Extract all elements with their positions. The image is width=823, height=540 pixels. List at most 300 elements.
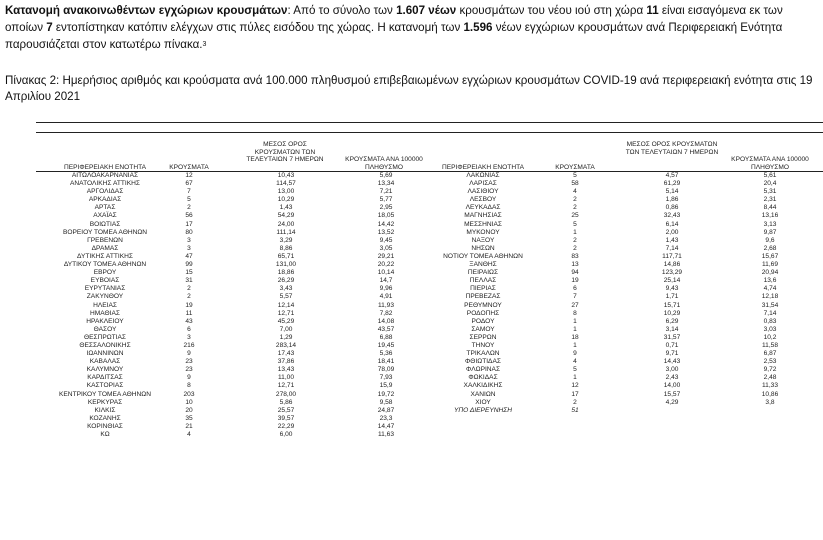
cell-per100k: 10,14 <box>377 269 395 277</box>
cell-unit: ΛΑΡΙΣΑΣ <box>469 180 497 188</box>
cell-cases: 8 <box>187 382 191 390</box>
cell-cases: 2 <box>573 398 577 406</box>
table-row <box>0 382 430 390</box>
cell-unit: ΗΡΑΚΛΕΙΟΥ <box>86 317 124 325</box>
intro-total: 1.607 νέων <box>396 4 457 17</box>
cell-cases: 17 <box>571 390 579 398</box>
cell-cases: 3 <box>187 333 191 341</box>
cell-avg: 12,71 <box>277 382 295 390</box>
cell-per100k: 7,82 <box>379 309 393 317</box>
table-row <box>0 399 430 407</box>
cell-cases: 12 <box>185 172 193 179</box>
cell-per100k: 14,42 <box>377 220 395 228</box>
cell-per100k: 11,93 <box>377 301 394 309</box>
table-row <box>0 188 430 196</box>
cell-avg: 18,86 <box>277 269 295 277</box>
cell-avg: 26,29 <box>277 277 295 285</box>
cell-unit: ΜΥΚΟΝΟΥ <box>466 228 500 236</box>
table-row <box>430 269 823 277</box>
cell-per100k: 2,68 <box>763 244 777 252</box>
cell-unit: ΕΥΡΥΤΑΝΙΑΣ <box>84 285 126 293</box>
cell-unit: ΚΙΛΚΙΣ <box>94 406 116 414</box>
cell-unit: ΣΑΜΟΥ <box>471 325 495 333</box>
cell-avg: 131,00 <box>275 261 297 269</box>
cell-avg: 3,29 <box>279 236 293 244</box>
cell-avg: 8,86 <box>279 244 293 252</box>
table-row <box>430 237 823 245</box>
table-row <box>0 326 430 334</box>
cell-cases: 1 <box>573 325 577 333</box>
cell-avg: 1,86 <box>665 196 679 204</box>
cell-unit: ΠΕΙΡΑΙΩΣ <box>467 269 499 277</box>
cell-unit: ΝΑΞΟΥ <box>471 236 495 244</box>
table-row <box>0 310 430 318</box>
cell-per100k: 3,13 <box>763 220 777 228</box>
cell-cases: 83 <box>571 252 579 260</box>
cell-cases: 7 <box>187 188 191 196</box>
table-row <box>0 293 430 301</box>
table-row <box>430 204 823 212</box>
table-row <box>0 423 430 431</box>
header-cases: ΚΡΟΥΣΜΑΤΑ <box>169 164 209 171</box>
cell-unit: ΒΟΡΕΙΟΥ ΤΟΜΕΑ ΑΘΗΝΩΝ <box>62 228 148 236</box>
cell-unit: ΛΕΣΒΟΥ <box>469 196 497 204</box>
intro-text: είναι εισαγόμενα εκ των οποίων <box>5 4 783 34</box>
cell-avg: 15,57 <box>663 390 681 398</box>
cell-cases: 203 <box>183 390 195 398</box>
cell-per100k: 6,87 <box>763 350 777 358</box>
cell-cases: 4 <box>187 431 191 438</box>
cell-cases: 1 <box>573 341 577 349</box>
cell-avg: 13,00 <box>277 188 295 196</box>
cell-per100k: 19,72 <box>377 390 395 398</box>
cell-unit: ΑΝΑΤΟΛΙΚΗΣ ΑΤΤΙΚΗΣ <box>70 180 140 188</box>
cell-unit: ΚΟΡΙΝΘΙΑΣ <box>87 422 123 430</box>
table-row <box>430 318 823 326</box>
table-row <box>0 391 430 399</box>
table-row <box>430 366 823 374</box>
table-row <box>0 302 430 310</box>
cell-avg: 14,86 <box>663 261 681 269</box>
table-row <box>430 326 823 334</box>
table-row <box>0 358 430 366</box>
table-row <box>430 407 823 415</box>
cell-unit: ΠΕΛΛΑΣ <box>469 277 497 285</box>
cell-avg: 2,43 <box>665 374 679 382</box>
cell-per100k: 78,09 <box>377 366 395 374</box>
cell-avg: 111,14 <box>276 228 296 236</box>
intro-text: εντοπίστηκαν κατόπιν ελέγχων στις πύλες εισόδου της χώρας. Η κατανομή των <box>52 21 464 34</box>
intro-imported: 11 <box>646 4 659 17</box>
cell-avg: 31,57 <box>663 333 681 341</box>
cell-avg: 10,43 <box>277 172 295 179</box>
cell-unit: ΚΕΡΚΥΡΑΣ <box>87 398 123 406</box>
cell-per100k: 7,93 <box>379 374 393 382</box>
cell-avg: 283,14 <box>275 341 297 349</box>
cell-avg: 39,57 <box>277 414 295 422</box>
cell-per100k: 0,83 <box>763 317 777 325</box>
header-per100k: ΚΡΟΥΣΜΑΤΑ ΑΝΑ 100000 ΠΛΗΘΥΣΜΟ <box>345 156 423 171</box>
cell-cases: 99 <box>185 261 193 269</box>
cell-per100k: 18,05 <box>377 212 395 220</box>
cell-per100k: 9,87 <box>763 228 777 236</box>
table-row <box>430 285 823 293</box>
cell-cases: 12 <box>571 382 579 390</box>
cell-cases: 19 <box>571 277 579 285</box>
cell-avg: 13,43 <box>277 366 295 374</box>
cell-cases: 9 <box>187 350 191 358</box>
cell-per100k: 3,03 <box>763 325 777 333</box>
cell-unit: ΛΑΚΩΝΙΑΣ <box>466 172 500 179</box>
cell-per100k: 5,69 <box>379 172 393 179</box>
cell-per100k: 11,58 <box>761 341 778 349</box>
cell-avg: 1,71 <box>665 293 679 301</box>
cell-cases: 5 <box>573 366 577 374</box>
table-row <box>0 374 430 382</box>
table-row <box>430 334 823 342</box>
table-row <box>0 221 430 229</box>
table-row <box>0 204 430 212</box>
cell-per100k: 24,87 <box>377 406 395 414</box>
cell-unit: ΥΠΟ ΔΙΕΡΕΥΝΗΣΗ <box>454 406 512 414</box>
cell-avg: 9,71 <box>665 350 679 358</box>
cell-per100k: 29,21 <box>377 252 395 260</box>
cell-per100k: 5,77 <box>379 196 393 204</box>
cell-unit: ΑΧΑΪΑΣ <box>93 212 117 220</box>
table-row <box>0 172 430 180</box>
cell-cases: 58 <box>571 180 579 188</box>
table-row <box>430 261 823 269</box>
cell-cases: 19 <box>185 301 193 309</box>
cell-per100k: 2,95 <box>379 204 393 212</box>
cell-unit: ΕΒΡΟΥ <box>93 269 117 277</box>
cell-avg: 10,29 <box>663 309 681 317</box>
cell-avg: 14,00 <box>663 382 681 390</box>
cell-avg: 14,43 <box>663 358 681 366</box>
cell-cases: 35 <box>185 414 193 422</box>
table-row <box>0 237 430 245</box>
table-row <box>430 358 823 366</box>
cell-avg: 25,14 <box>663 277 681 285</box>
cell-unit: ΘΕΣΣΑΛΟΝΙΚΗΣ <box>79 341 131 349</box>
cell-unit: ΕΥΒΟΙΑΣ <box>90 277 120 285</box>
cell-cases: 9 <box>187 374 191 382</box>
cell-per100k: 2,31 <box>763 196 777 204</box>
cell-avg: 1,29 <box>279 333 293 341</box>
cell-avg: 25,57 <box>277 406 295 414</box>
cell-unit: ΚΑΡΔΙΤΣΑΣ <box>87 374 123 382</box>
cell-avg: 9,43 <box>665 285 679 293</box>
cell-unit: ΑΙΤΩΛΟΑΚΑΡΝΑΝΙΑΣ <box>71 172 139 179</box>
table-row <box>430 391 823 399</box>
cell-unit: ΚΑΣΤΟΡΙΑΣ <box>86 382 124 390</box>
cell-unit: ΑΡΓΟΛΙΔΑΣ <box>86 188 124 196</box>
intro-text: νέων εγχώριων κρουσμάτων ανά Περιφερειακή Ενότητα παρουσιάζεται στον κατωτέρω πίνακα. <box>5 21 783 51</box>
cell-unit: ΠΡΕΒΕΖΑΣ <box>465 293 501 301</box>
cell-cases: 7 <box>573 293 577 301</box>
cell-per100k: 8,44 <box>763 204 777 212</box>
cell-cases: 27 <box>571 301 579 309</box>
cell-avg: 1,43 <box>279 204 293 212</box>
cell-cases: 6 <box>187 325 191 333</box>
cell-unit: ΘΕΣΠΡΩΤΙΑΣ <box>83 333 127 341</box>
table-row <box>430 245 823 253</box>
cell-unit: ΡΟΔΟΥ <box>471 317 495 325</box>
cell-cases: 20 <box>185 406 193 414</box>
cell-cases: 6 <box>573 285 577 293</box>
cell-cases: 17 <box>185 220 193 228</box>
cell-unit: ΔΡΑΜΑΣ <box>91 244 119 252</box>
cell-cases: 5 <box>187 196 191 204</box>
table-top-rule <box>36 122 823 123</box>
cell-per100k: 6,88 <box>379 333 393 341</box>
cell-unit: ΔΥΤΙΚΟΥ ΤΟΜΕΑ ΑΘΗΝΩΝ <box>63 261 147 269</box>
cell-per100k: 18,41 <box>377 358 395 366</box>
cell-avg: 10,29 <box>277 196 295 204</box>
cell-cases: 2 <box>187 285 191 293</box>
cell-cases: 8 <box>573 309 577 317</box>
cell-unit: ΡΕΘΥΜΝΟΥ <box>464 301 502 309</box>
cell-unit: ΖΑΚΥΝΘΟΥ <box>86 293 124 301</box>
cell-avg: 3,14 <box>665 325 679 333</box>
cell-per100k: 13,6 <box>763 277 777 285</box>
table-row <box>430 196 823 204</box>
table-row <box>0 212 430 220</box>
cell-unit: ΧΑΛΚΙΔΙΚΗΣ <box>463 382 503 390</box>
cell-cases: 3 <box>187 244 191 252</box>
cell-per100k: 43,57 <box>377 325 395 333</box>
cell-avg: 3,00 <box>665 366 679 374</box>
table-row <box>430 229 823 237</box>
cell-per100k: 23,3 <box>379 414 393 422</box>
cell-cases: 2 <box>187 204 191 212</box>
right-table-body <box>430 172 823 415</box>
cell-per100k: 19,45 <box>377 341 395 349</box>
header-avg-2: ΜΕΣΟΣ ΟΡΟΣ ΚΡΟΥΣΜΑΤΩΝ ΤΩΝ ΤΕΛΕΥΤΑΙΩΝ 7 ΗΜΕΡΩΝ <box>625 141 719 156</box>
cell-unit: ΚΕΝΤΡΙΚΟΥ ΤΟΜΕΑ ΑΘΗΝΩΝ <box>59 390 151 398</box>
table-row <box>430 212 823 220</box>
header-unit-2: ΠΕΡΙΦΕΡΕΙΑΚΗ ΕΝΟΤΗΤΑ <box>441 164 525 171</box>
cell-per100k: 13,34 <box>377 180 395 188</box>
cell-avg: 0,86 <box>665 204 679 212</box>
cell-per100k: 20,22 <box>377 261 395 269</box>
cell-unit: ΞΑΝΘΗΣ <box>469 261 497 269</box>
header-unit: ΠΕΡΙΦΕΡΕΙΑΚΗ ΕΝΟΤΗΤΑ <box>63 164 147 171</box>
header-per100k-2: ΚΡΟΥΣΜΑΤΑ ΑΝΑ 100000 ΠΛΗΘΥΣΜΟ <box>731 156 809 171</box>
cell-per100k: 7,14 <box>763 309 777 317</box>
table-row <box>0 245 430 253</box>
table-row <box>430 221 823 229</box>
table-row <box>430 382 823 390</box>
cell-per100k: 3,05 <box>379 244 393 252</box>
cell-cases: 1 <box>573 374 577 382</box>
cell-unit: ΔΥΤΙΚΗΣ ΑΤΤΙΚΗΣ <box>77 252 133 260</box>
cell-unit: ΦΩΚΙΔΑΣ <box>468 374 498 382</box>
cell-cases: 9 <box>573 350 577 358</box>
table-row <box>0 415 430 423</box>
cell-per100k: 5,31 <box>763 188 777 196</box>
cell-unit: ΗΜΑΘΙΑΣ <box>90 309 120 317</box>
cell-cases: 31 <box>185 277 193 285</box>
cell-per100k: 9,45 <box>379 236 393 244</box>
cell-avg: 5,14 <box>665 188 679 196</box>
cell-unit: ΚΑΒΑΛΑΣ <box>89 358 121 366</box>
cell-avg: 17,43 <box>277 350 295 358</box>
cell-cases: 1 <box>573 317 577 325</box>
cell-cases: 15 <box>185 269 193 277</box>
cell-avg: 5,57 <box>279 293 293 301</box>
cell-per100k: 14,7 <box>379 277 393 285</box>
cell-per100k: 5,36 <box>379 350 393 358</box>
table-row <box>430 374 823 382</box>
table-row <box>430 399 823 407</box>
cell-cases: 47 <box>185 252 193 260</box>
cell-per100k: 13,52 <box>377 228 395 236</box>
table-caption: Πίνακας 2: Ημερήσιος αριθμός και κρούσματα ανά 100.000 πληθυσμού επιβεβαιωμένων εγχώριων κρουσμάτων COVID-19 ανά περιφερειακή ενότητα στις 19 Απριλίου 2021 <box>5 74 813 103</box>
cell-avg: 6,14 <box>665 220 679 228</box>
cell-avg: 12,14 <box>277 301 295 309</box>
cell-unit: ΤΡΙΚΑΛΩΝ <box>466 350 500 358</box>
cell-per100k: 9,72 <box>763 366 777 374</box>
cell-cases: 2 <box>573 204 577 212</box>
table-row <box>0 318 430 326</box>
cell-avg: 6,00 <box>279 431 293 438</box>
table-row <box>0 334 430 342</box>
cell-unit: ΡΟΔΟΠΗΣ <box>466 309 500 317</box>
table-row <box>0 253 430 261</box>
table-row <box>0 269 430 277</box>
table-row <box>0 366 430 374</box>
cell-avg: 6,29 <box>665 317 679 325</box>
cell-cases: 11 <box>185 309 193 317</box>
cell-per100k: 2,48 <box>763 374 777 382</box>
cell-unit: ΗΛΕΙΑΣ <box>93 301 117 309</box>
cell-avg: 0,71 <box>665 341 679 349</box>
table-row <box>0 277 430 285</box>
cell-avg: 2,00 <box>665 228 679 236</box>
cell-per100k: 11,69 <box>761 261 778 269</box>
cell-unit: ΦΘΙΩΤΙΔΑΣ <box>465 358 501 366</box>
intro-paragraph <box>5 2 820 53</box>
cell-unit: ΝΗΣΩΝ <box>471 244 495 252</box>
cell-cases: 21 <box>185 422 193 430</box>
cell-cases: 51 <box>571 406 579 414</box>
cell-per100k: 15,67 <box>761 252 779 260</box>
cell-avg: 11,00 <box>277 374 294 382</box>
cell-unit: ΓΡΕΒΕΝΩΝ <box>87 236 123 244</box>
cell-per100k: 13,16 <box>761 212 779 220</box>
cell-cases: 43 <box>185 317 193 325</box>
cell-unit: ΠΙΕΡΙΑΣ <box>470 285 496 293</box>
cell-avg: 65,71 <box>277 252 295 260</box>
cell-unit: ΜΑΓΝΗΣΙΑΣ <box>464 212 502 220</box>
cell-avg: 54,29 <box>277 212 295 220</box>
cell-unit: ΚΟΖΑΝΗΣ <box>89 414 121 422</box>
cell-unit: ΘΑΣΟΥ <box>93 325 117 333</box>
table-row <box>430 310 823 318</box>
intro-domestic: 1.596 <box>463 21 493 34</box>
header-cases-2: ΚΡΟΥΣΜΑΤΑ <box>555 164 595 171</box>
table-row <box>430 302 823 310</box>
table-row <box>430 293 823 301</box>
cell-cases: 4 <box>573 188 577 196</box>
cell-unit: ΦΛΩΡΙΝΑΣ <box>465 366 501 374</box>
cell-unit: ΚΩ <box>100 431 110 438</box>
cell-avg: 114,57 <box>276 180 296 188</box>
cell-unit: ΑΡΤΑΣ <box>94 204 116 212</box>
table-row <box>0 196 430 204</box>
cell-avg: 22,29 <box>277 422 295 430</box>
table-row <box>430 342 823 350</box>
cell-per100k: 11,33 <box>761 382 778 390</box>
intro-text: : Από το σύνολο των <box>287 4 397 17</box>
cell-cases: 23 <box>185 366 193 374</box>
cell-per100k: 3,8 <box>765 398 775 406</box>
cell-avg: 123,29 <box>661 269 683 277</box>
cell-per100k: 31,54 <box>761 301 779 309</box>
cell-cases: 3 <box>187 236 191 244</box>
table-row <box>0 431 430 439</box>
intro-gates: 7 <box>46 21 53 34</box>
cell-per100k: 9,96 <box>379 285 393 293</box>
cell-cases: 5 <box>573 172 577 179</box>
cell-avg: 12,71 <box>277 309 295 317</box>
cell-cases: 80 <box>185 228 193 236</box>
cell-cases: 67 <box>185 180 193 188</box>
cell-cases: 23 <box>185 358 193 366</box>
cell-avg: 278,00 <box>275 390 297 398</box>
cell-avg: 32,43 <box>663 212 681 220</box>
table-row <box>0 229 430 237</box>
cell-per100k: 2,53 <box>763 358 777 366</box>
table-row <box>430 253 823 261</box>
footnote-ref: 3 <box>202 41 207 48</box>
cell-cases: 2 <box>573 196 577 204</box>
cell-avg: 3,43 <box>279 285 293 293</box>
cell-cases: 2 <box>573 236 577 244</box>
cell-per100k: 4,74 <box>763 285 777 293</box>
cell-per100k: 10,2 <box>763 333 777 341</box>
cell-avg: 15,71 <box>663 301 681 309</box>
cell-unit: ΛΑΣΙΘΙΟΥ <box>467 188 499 196</box>
cell-per100k: 15,9 <box>379 382 393 390</box>
cell-unit: ΒΟΙΩΤΙΑΣ <box>89 220 121 228</box>
table-row <box>430 350 823 358</box>
cell-avg: 37,86 <box>277 358 295 366</box>
cell-per100k: 20,4 <box>763 180 777 188</box>
left-table-body <box>0 172 430 439</box>
table-row <box>0 350 430 358</box>
intro-text: κρουσμάτων του νέου ιού στη χώρα <box>456 4 647 17</box>
cell-per100k: 12,18 <box>761 293 779 301</box>
cell-unit: ΙΩΑΝΝΙΝΩΝ <box>86 350 124 358</box>
cell-per100k: 7,21 <box>379 188 393 196</box>
cell-avg: 24,00 <box>277 220 295 228</box>
cell-cases: 4 <box>573 358 577 366</box>
cell-cases: 94 <box>571 269 579 277</box>
cell-cases: 18 <box>571 333 579 341</box>
cell-cases: 1 <box>573 228 577 236</box>
cell-per100k: 20,94 <box>761 269 779 277</box>
table-row <box>0 180 430 188</box>
cell-avg: 7,00 <box>279 325 293 333</box>
cell-avg: 1,43 <box>665 236 679 244</box>
cell-per100k: 10,86 <box>761 390 779 398</box>
cell-cases: 10 <box>185 398 193 406</box>
cell-cases: 56 <box>185 212 193 220</box>
cell-unit: ΛΕΥΚΑΔΑΣ <box>465 204 501 212</box>
table-row <box>430 277 823 285</box>
